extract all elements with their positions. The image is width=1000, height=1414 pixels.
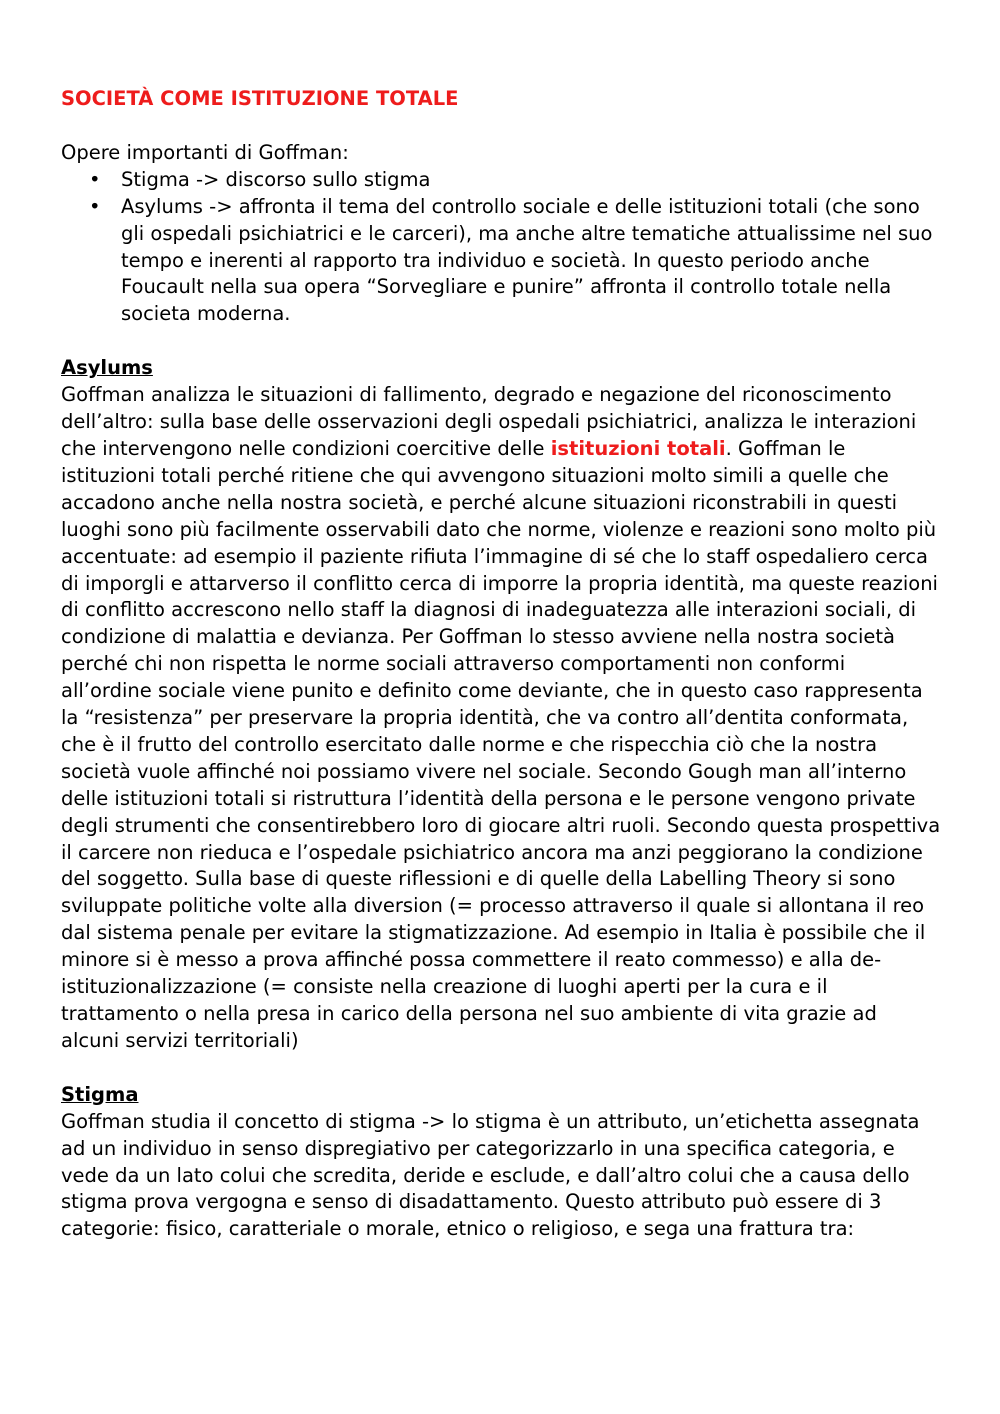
- stigma-heading: Stigma: [61, 1082, 139, 1106]
- list-item-text: Asylums -> affronta il tema del controllo sociale e delle istituzioni totali (che sono gli ospedali psichiatrici e le carceri), ma anche altre tematiche attualissime nel suo tempo e inerenti al rapporto tra individuo e società. In questo periodo anche Foucault nella sua opera “Sorvegliare e punire” affronta il controllo totale nella societa moderna.: [121, 194, 933, 326]
- intro-line: Opere importanti di Goffman:: [61, 140, 349, 164]
- asylums-paragraph: [61, 382, 941, 1055]
- document-page: [61, 86, 941, 1243]
- asylums-heading: Asylums: [61, 356, 153, 380]
- bullet-icon: •: [89, 167, 101, 191]
- list-item-text: Stigma -> discorso sullo stigma: [121, 167, 431, 191]
- bullet-icon: •: [89, 194, 101, 218]
- works-list: [61, 167, 941, 328]
- list-item: [89, 194, 941, 329]
- stigma-paragraph: Goffman studia il concetto di stigma -> lo stigma è un attributo, un’etichetta assegnata ad un individuo in senso dispregiativo per categorizzarlo in una specifica categoria, e vede da un lato colui che scredita, deride e esclude, e dall’altro colui che a causa dello stigma prova vergogna e senso di disadattamento. Questo attributo può essere di 3 categorie: fisico, caratteriale o morale, etnico o religioso, e sega una frattura tra:: [61, 1109, 920, 1241]
- asylums-text-after: . Goffman le istituzioni totali perché ritiene che qui avvengono situazioni molto simili a quelle che accadono anche nella nostra società, e perché alcune situazioni riconstrabili in questi luoghi sono più facilmente osservabili dato che norme, violenze e reazioni sono molto più accentuate: ad esempio il paziente rifiuta l’immagine di sé che lo staff ospedaliero cerca di imporgli e attarverso il conflitto cerca di imporre la propria identità, ma queste reazioni di conflitto accrescono nello staff la diagnosi di inadeguatezza alle interazioni sociali, di condizione di malattia e devianza. Per Goffman lo stesso avviene nella nostra società perché chi non rispetta le norme sociali attraverso comportamenti non conformi all’ordine sociale viene punito e definito come deviante, che in questo caso rappresenta la “resistenza” per preservare la propria identità, che va contro all’dentita conformata, che è il frutto del controllo esercitato dalle norme e che rispecchia ciò che la nostra società vuole affinché noi possiamo vivere nel sociale. Secondo Gough man all’interno delle istituzioni totali si ristruttura l’identità della persona e le persone vengono private degli strumenti che consentirebbero loro di giocare altri ruoli. Secondo questa prospettiva il carcere non rieduca e l’ospedale psichiatrico ancora ma anzi peggiorano la condizione del soggetto. Sulla base di queste riflessioni e di quelle della Labelling Theory si sono sviluppate politiche volte alla diversion (= processo attraverso il quale si allontana il reo dal sistema penale per evitare la stigmatizzazione. Ad esempio in Italia è possibile che il minore si è messo a prova affinché possa commettere il reato commesso) e alla de-istituzionalizzazione (= consiste nella creazione di luoghi aperti per la cura e il trattamento o nella presa in carico della persona nel suo ambiente di vita grazie ad alcuni servizi territoriali): [61, 436, 941, 1052]
- asylums-highlight: istituzioni totali: [550, 436, 726, 460]
- asylums-text-before: Goffman analizza le situazioni di fallimento, degrado e negazione del riconoscimento dell’altro: sulla base delle osservazioni degli ospedali psichiatrici, analizza le interazioni che intervengono nelle condizioni coercitive delle: [61, 383, 917, 460]
- document-title: SOCIETÀ COME ISTITUZIONE TOTALE: [61, 87, 459, 110]
- list-item: [89, 167, 941, 194]
